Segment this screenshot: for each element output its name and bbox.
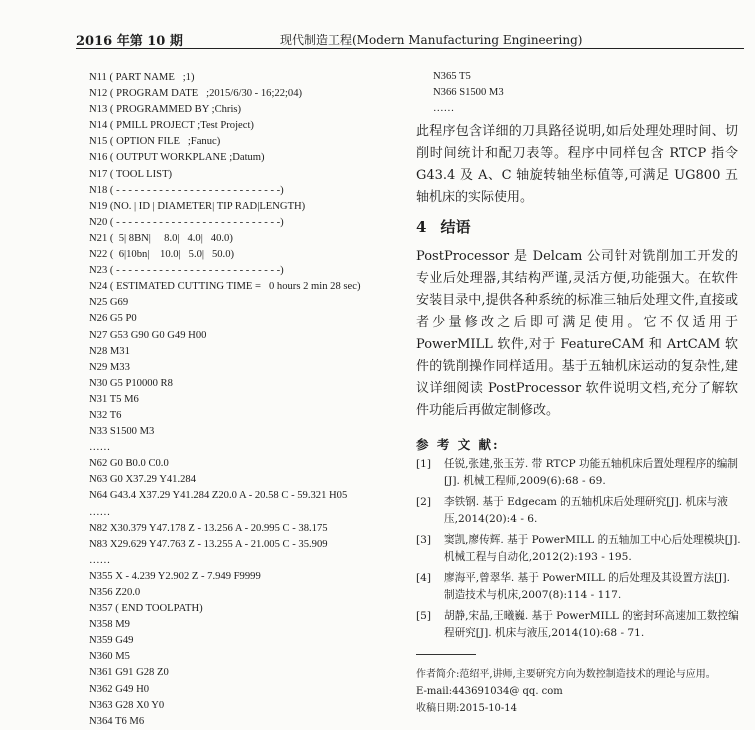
code-line: N12 ( PROGRAM DATE ;2015/6/30 - 16;22;04): [89, 88, 303, 100]
reference-text: 李铁钢. 基于 Edgecam 的五轴机床后处理研究[J]. 机床与液压,2014(20):4 - 6.: [444, 496, 728, 525]
code-line: N18 ( - - - - - - - - - - - - - - - - - - - - - - - - - - -): [89, 184, 284, 196]
references-list: [416, 456, 742, 646]
code-line: N24 ( ESTIMATED CUTTING TIME = 0 hours 2 min 28 sec): [89, 281, 361, 293]
section-number: 4: [416, 218, 427, 236]
reference-item: [416, 608, 742, 642]
code-line: N366 S1500 M3: [433, 87, 504, 99]
reference-number: [1]: [416, 458, 432, 470]
received-date: 收稿日期:2015-10-14: [416, 703, 518, 714]
code-line: N62 G0 B0.0 C0.0: [89, 458, 169, 470]
reference-text: 任锐,张建,张玉芳. 带 RTCP 功能五轴机床后置处理程序的编制[J]. 机械工程师,2009(6):68 - 69.: [444, 458, 738, 487]
code-line: N357 ( END TOOLPATH): [89, 603, 203, 615]
code-line: N21 ( 5| 8BN| 8.0| 4.0| 40.0): [89, 232, 233, 244]
code-line: N32 T6: [89, 409, 122, 421]
reference-number: [4]: [416, 572, 432, 584]
section-heading: [416, 216, 470, 237]
journal-title: 现代制造工程(Modern Manufacturing Engineering): [280, 33, 583, 47]
reference-number: [5]: [416, 610, 432, 622]
code-line: ……: [433, 103, 455, 115]
code-line: N63 G0 X37.29 Y41.284: [89, 474, 197, 486]
code-line: ……: [89, 554, 111, 566]
code-line: N25 G69: [89, 297, 129, 309]
author-email: E-mail:443691034@ qq. com: [416, 686, 563, 697]
code-line: N15 ( OPTION FILE ;Fanuc): [89, 136, 221, 148]
code-line: N360 M5: [89, 651, 130, 663]
code-line: N14 ( PMILL PROJECT ;Test Project): [89, 120, 254, 132]
code-line: N30 G5 P10000 R8: [89, 377, 173, 389]
reference-text: 窦凯,廖传辉. 基于 PowerMILL 的五轴加工中心后处理模块[J]. 机械工程与自动化,2012(2):193 - 195.: [444, 534, 741, 563]
code-line: N20 ( - - - - - - - - - - - - - - - - - - - - - - - - - - -): [89, 216, 284, 228]
code-line: N83 X29.629 Y47.763 Z - 13.255 A - 21.005 C - 35.909: [89, 538, 328, 550]
footnote: [416, 666, 746, 717]
code-line: N17 ( TOOL LIST): [89, 168, 173, 180]
header-rule: [76, 48, 744, 49]
paragraph-conclusion: PostProcessor 是 Delcam 公司针对铣削加工开发的专业后处理器,其结构严谨,灵活方便,功能强大。在软件安装目录中,提供各种系统的标准三轴后处理文件,直接或者少量修改之后即可满足使用。它不仅适用于 PowerMILL 软件,对于 FeatureCAM 和 ArtCAM 软件的铣削操作同样适用。基于五轴机床运动的复杂性,建议详细阅读 PostProcessor 软件说明文档,充分了解软件功能后再做定制修改。: [416, 249, 738, 418]
code-line: ……: [89, 506, 111, 518]
reference-number: [2]: [416, 496, 432, 508]
reference-item: [416, 532, 742, 566]
footnote-rule: [416, 654, 476, 655]
code-line: N22 ( 6|10bn| 10.0| 5.0| 50.0): [89, 249, 235, 261]
reference-item: [416, 570, 742, 604]
reference-item: [416, 494, 742, 528]
code-line: N363 G28 X0 Y0: [89, 699, 165, 711]
page-header: [0, 0, 755, 52]
code-line: N31 T5 M6: [89, 393, 139, 405]
code-line: N364 T6 M6: [89, 715, 145, 727]
code-line: N359 G49: [89, 635, 134, 647]
code-line: N28 M31: [89, 345, 130, 357]
code-line: N26 G5 P0: [89, 313, 137, 325]
code-line: N362 G49 H0: [89, 683, 150, 695]
code-line: N29 M33: [89, 361, 130, 373]
code-line: N23 ( - - - - - - - - - - - - - - - - - - - - - - - - - - -): [89, 265, 284, 277]
code-line: ……: [89, 442, 111, 454]
nc-program-continued: [433, 69, 743, 117]
code-line: N356 Z20.0: [89, 587, 141, 598]
code-line: N11 ( PART NAME ;1): [89, 72, 195, 83]
reference-text: 廖海平,曾翠华. 基于 PowerMILL 的后处理及其设置方法[J]. 制造技术与机床,2007(8):114 - 117.: [444, 572, 730, 601]
nc-program-listing: [89, 70, 399, 730]
code-line: N19 (NO. | ID | DIAMETER| TIP RAD|LENGTH): [89, 200, 306, 212]
section-title: 结语: [440, 218, 471, 236]
code-line: N33 S1500 M3: [89, 426, 155, 438]
code-line: N365 T5: [433, 71, 471, 82]
issue-label: 2016 年第 10 期: [76, 34, 183, 49]
reference-text: 胡静,宋晶,王曦巍. 基于 PowerMILL 的密封环高速加工数控编程研究[J]. 机床与液压,2014(10):68 - 71.: [444, 610, 739, 639]
code-line: N361 G91 G28 Z0: [89, 667, 169, 679]
code-line: N358 M9: [89, 619, 130, 631]
paragraph-program-description: 此程序包含详细的刀具路径说明,如后处理处理时间、切削时间统计和配刀表等。程序中同样包含 RTCP 指令 G43.4 及 A、C 轴旋转轴坐标值等,可满足 UG800 五轴机床的实际使用。: [416, 124, 738, 205]
code-line: N355 X - 4.239 Y2.902 Z - 7.949 F9999: [89, 570, 261, 582]
author-bio: 作者简介:范绍平,讲师,主要研究方向为数控制造技术的理论与应用。: [416, 669, 716, 680]
code-line: N27 G53 G90 G0 G49 H00: [89, 329, 207, 341]
code-line: N13 ( PROGRAMMED BY ;Chris): [89, 104, 242, 116]
references-heading: 参 考 文 献:: [416, 437, 500, 452]
reference-item: [416, 456, 742, 490]
code-line: N82 X30.379 Y47.178 Z - 13.256 A - 20.995 C - 38.175: [89, 522, 328, 534]
code-line: N64 G43.4 X37.29 Y41.284 Z20.0 A - 20.58 C - 59.321 H05: [89, 490, 348, 502]
code-line: N16 ( OUTPUT WORKPLANE ;Datum): [89, 152, 265, 164]
reference-number: [3]: [416, 534, 432, 546]
